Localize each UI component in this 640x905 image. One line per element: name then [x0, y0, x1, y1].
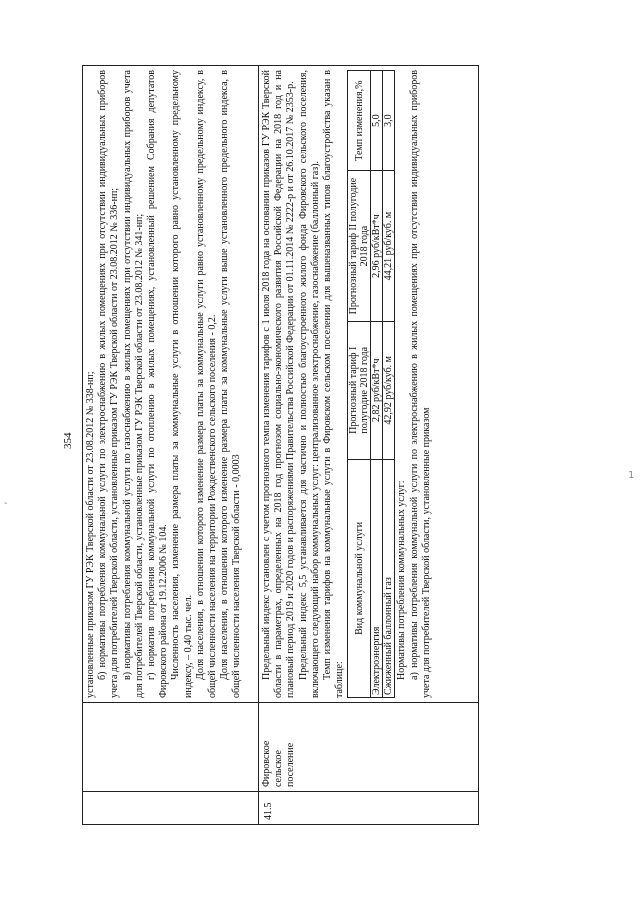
settlement-cell: Фировское сельское поселение — [259, 703, 479, 792]
paragraph: Доля населения, в отношении которого изменение размера платы за коммунальные услуги выше установленного предельного индекса, в общей численности населения Тверской области - 0,0003 — [219, 70, 243, 698]
tariff-cell: Электроэнергия — [371, 459, 383, 697]
paragraph: Нормативы потребления коммунальных услуг: — [396, 480, 408, 680]
tariff-header: Темп изменения,% — [348, 71, 371, 171]
tariff-cell: 42,92 руб/куб. м — [383, 321, 395, 459]
row-number-cell — [83, 792, 259, 825]
tariff-cell: 2,82 руб/кВт*ч — [371, 321, 383, 459]
paragraph: б) нормативы потребления коммунальной услуги по электроснабжению в жилых помещениях при отсутствии индивидуальных приборов учета для потребителей Тверской области, установленные приказом ГУ РЭК Тверской области от 23.08.2012 № 336-нп; — [97, 70, 121, 698]
tariff-cell: Сжиженный баллонный газ — [383, 459, 395, 697]
row-number-cell: 41.5 — [259, 792, 479, 825]
paragraph: установленные приказом ГУ РЭК Тверской области от 23.08.2012 № 338-нп; — [85, 371, 96, 698]
tariff-header: Прогнозный тариф I полугодие 2018 года — [348, 321, 371, 459]
paragraph: в) нормативы потребления коммунальной услуги по газоснабжению в жилых помещениях при отсутствии индивидуальных приборов учета для потребителей Тверской области, установленные приказом ГУ РЭК Тверской области от 23.08.2012 № 341-нп; — [121, 70, 145, 698]
paragraph: г) норматив потребления коммунальной услуги по отоплению в жилых помещениях, установленный решением Собрания депутатов Фировского района от 19.12.2006 № 104. — [146, 70, 170, 698]
paragraph: а) нормативы потребления коммунальной услуги по электроснабжению в жилых помещениях при отсутствии индивидуальных приборов учета для потребителей Тверской области, установленные приказом — [408, 70, 432, 698]
tariff-cell: 44,21 руб/куб. м — [383, 171, 395, 321]
tariff-cell: 3,0 — [383, 71, 395, 171]
tariff-header: Прогнозный тариф II полугодие 2018 года — [348, 171, 371, 321]
paragraph: Доля населения, в отношении которого изменение размера платы за коммунальные услуги равно установленному предельному индексу, в общей численности населения на территории Рождественского сельского поселения - 0,2. — [194, 70, 219, 698]
table-row-41-5 — [259, 66, 479, 825]
tariff-cell: 2,96 руб/кВт*ч — [371, 171, 383, 321]
tariff-table — [347, 70, 395, 698]
paragraph: Предельный индекс установлен с учетом прогнозного темпа изменения тарифов с 1 июля 2018 года на основании приказов ГУ РЭК Тверской области в параметрах, определенных на 2018 год прогнозом социально-экономического развития Российской Федерации на 2018 год и на плановый период 2019 и 2020 годов и распоряжениями Правительства Российской Федерации от 01.11.2014 № 2222-р и от 26.10.2017 № 2353-р. — [261, 70, 297, 698]
left-edge-mark: - — [4, 498, 8, 509]
tariff-row — [383, 71, 395, 698]
tariff-row — [371, 71, 383, 698]
tariff-header: Вид коммунальной услуги — [348, 459, 371, 697]
paragraph: Темп изменения тарифов на коммунальные услуги в Фировском сельском поселении для вышеназванных типов благоустройства указан в таблице: — [322, 70, 346, 698]
document-table — [82, 65, 479, 825]
right-edge-mark: 1 — [628, 470, 635, 481]
table-row-continuation — [83, 66, 259, 825]
description-cell — [259, 66, 479, 703]
tariff-cell: 5,0 — [371, 71, 383, 171]
paragraph: Численность населения, изменение размера платы за коммунальные услуги в отношении которого равно установленному предельному индексу, – 0,40 тыс. чел. — [170, 70, 194, 698]
tariff-header-row — [348, 71, 371, 698]
page-number: 354 — [62, 432, 74, 449]
rotated-page — [62, 65, 479, 825]
paragraph: Предельный индекс 5,5 устанавливается для частично и полностью благоустроенного жилого фонда Фировского сельского поселения, включающего следующий набор коммунальных услуг: централизованное электроснабжение, газоснабжение (баллонный газ). — [297, 70, 321, 698]
description-cell — [83, 66, 259, 703]
settlement-cell — [83, 703, 259, 792]
